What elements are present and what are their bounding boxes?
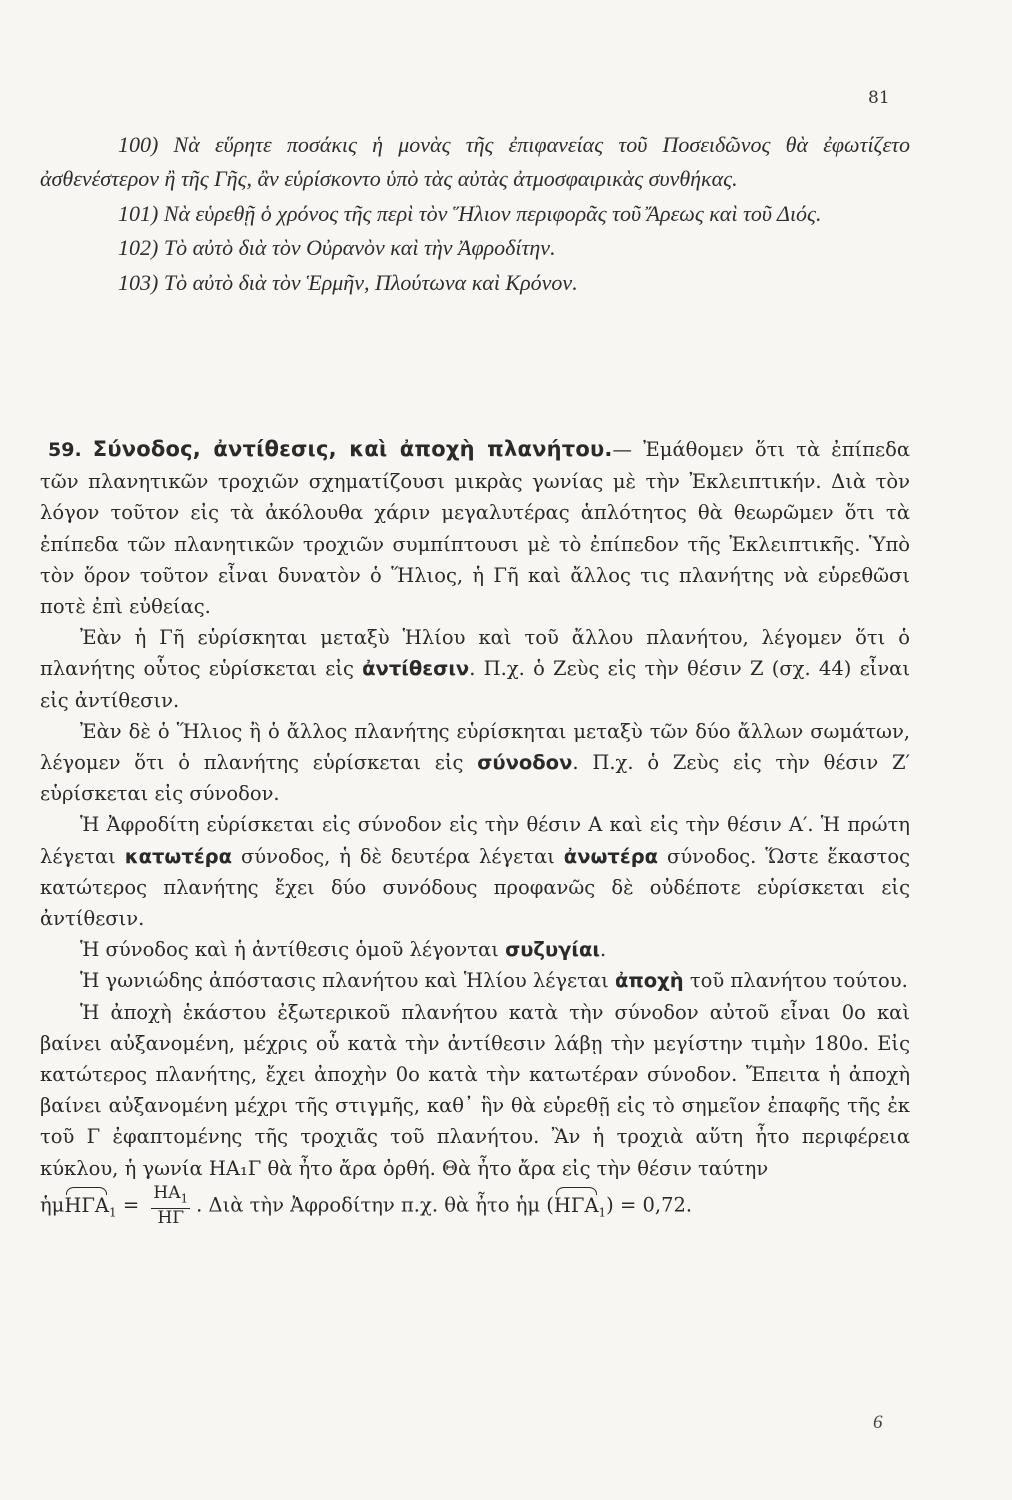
numerator-subscript: 1 bbox=[180, 1191, 189, 1206]
formula-angle-letters: ΗΓΑ bbox=[553, 1193, 599, 1217]
paragraph-text: Ἡ σύνοδος καὶ ἡ ἀντίθεσις ὁμοῦ λέγονται bbox=[80, 938, 506, 962]
paragraph-elongation bbox=[40, 965, 910, 996]
paragraph-text: τοῦ πλανήτου τούτου. bbox=[683, 969, 908, 993]
formula-angle-letters: ΗΓΑ bbox=[64, 1193, 109, 1217]
formula-text: . Διὰ τὴν Ἀφροδίτην π.χ. θὰ ἦτο ἡμ ( bbox=[196, 1193, 554, 1217]
paragraph-venus bbox=[40, 809, 910, 934]
term-opposition: ἀντίθεσιν bbox=[362, 657, 470, 681]
exercise-number: 102) bbox=[118, 235, 159, 261]
section-number: 59. bbox=[48, 439, 82, 461]
formula-equals: = bbox=[116, 1193, 146, 1217]
formula-result: ) = 0,72. bbox=[606, 1193, 693, 1217]
exercise-text: Τὸ αὐτὸ διὰ τὸν Οὐρανὸν καὶ τὴν Ἀφροδίτην. bbox=[163, 235, 556, 261]
section-intro-text: — Ἐμάθομεν ὅτι τὰ ἐπίπεδα τῶν πλανητικῶν τροχιῶν σχηματίζουσι μικρὰς γωνίας μὲ τὴν Ἐκλειπτικήν. Διὰ τὸν λόγον τοῦτον εἰς τὰ ἀκόλουθα χάριν μεγαλυτέρας ἁπλότητος θὰ θεωρῶμεν ὅτι τὰ ἐπίπεδα τῶν πλανητικῶν τροχιῶν συμπίπτουσι μὲ τὸ ἐπίπεδον τῆς Ἐκλειπτικῆς. Ὑπὸ τὸν ὅρον τοῦτον εἶναι δυνατὸν ὁ Ἥλιος, ἡ Γῆ καὶ ἄλλος τις πλανήτης νὰ εὑρεθῶσι ποτὲ ἐπὶ εὐθείας. bbox=[40, 438, 910, 619]
fraction-denominator: ΗΓ bbox=[157, 1208, 185, 1229]
paragraph-text: Ἐὰν δὲ ὁ Ἥλιος ἢ ὁ ἄλλος πλανήτης εὑρίσκηται μεταξὺ τῶν δύο ἄλλων σωμάτων, λέγομεν ὅτι ὁ πλανήτης εὑρίσκεται εἰς bbox=[40, 719, 910, 775]
formula-fraction bbox=[151, 1184, 190, 1228]
paragraph-syzygies bbox=[40, 934, 910, 965]
page-number: 81 bbox=[868, 88, 890, 108]
formula-angle bbox=[64, 1190, 109, 1221]
numerator-letters: ΗΑ bbox=[153, 1182, 181, 1203]
formula-angle-2 bbox=[554, 1190, 599, 1221]
section-title: Σύνοδος, ἀντίθεσις, καὶ ἀποχὴ πλανήτου. bbox=[92, 437, 613, 461]
exercise-number: 103) bbox=[118, 269, 159, 295]
exercise-item bbox=[40, 231, 910, 265]
exercise-text: Τὸ αὐτὸ διὰ τὸν Ἑρμῆν, Πλούτωνα καὶ Κρόνον. bbox=[163, 269, 578, 295]
formula-subscript: 1 bbox=[108, 1205, 117, 1220]
term-elongation: ἀποχὴ bbox=[614, 969, 684, 993]
fraction-numerator bbox=[151, 1184, 190, 1209]
exercise-number: 101) bbox=[118, 200, 159, 226]
paragraph-text: . bbox=[600, 938, 607, 962]
formula-sine: ἡμ bbox=[40, 1193, 65, 1217]
exercise-number: 100) bbox=[118, 132, 159, 157]
formula-subscript: 1 bbox=[598, 1205, 607, 1220]
paragraph-text: Ἐὰν ἡ Γῆ εὑρίσκηται μεταξὺ Ἡλίου καὶ τοῦ ἄλλου πλανήτου, λέγομεν ὅτι ὁ πλανήτης οὗτος εὑρίσκεται εἰς bbox=[40, 626, 910, 681]
paragraph-elongation-detail: Ἡ ἀποχὴ ἑκάστου ἐξωτερικοῦ πλανήτου κατὰ τὴν σύνοδον αὐτοῦ εἶναι 0ο καὶ βαίνει αὐξανομένη, μέχρις οὗ κατὰ τὴν ἀντίθεσιν λάβῃ τὴν μεγίστην τιμὴν 180ο. Εἰς κατώτερος πλανήτης, ἔχει ἀποχὴν 0ο κατὰ τὴν κατωτέραν σύνοδον. Ἔπειτα ἡ ἀποχὴ βαίνει αὐξανομένη μέχρι τῆς στιγμῆς, καθ᾿ ἣν θὰ εὑρεθῇ εἰς τὸ σημεῖον ἐπαφῆς τῆς ἐκ τοῦ Γ ἐφαπτομένης τῆς τροχιᾶς τοῦ πλανήτου. Ἂν ἡ τροχιὰ αὕτη ἦτο περιφέρεια κύκλου, ἡ γωνία ΗΑ₁Γ θὰ ἦτο ἄρα ὀρθή. Θὰ ἦτο ἄρα εἰς τὴν θέσιν ταύτην bbox=[40, 1000, 910, 1180]
term-syzygies: συζυγίαι bbox=[505, 938, 600, 962]
term-inferior: κατωτέρα bbox=[124, 844, 233, 868]
exercise-item bbox=[40, 128, 910, 197]
exercise-text: Νὰ εὕρητε ποσάκις ἡ μονὰς τῆς ἐπιφανείας τοῦ Ποσειδῶνος θὰ ἐφωτίζετο ἀσθενέστερον ἢ τῆς Γῆς, ἂν εὑρίσκοντο ὑπὸ τὰς αὐτὰς ἀτμοσφαιρικὰς συνθήκας. bbox=[40, 132, 910, 192]
formula-line bbox=[40, 1184, 910, 1229]
paragraph-conjunction bbox=[40, 716, 910, 810]
paragraph-text: . Π.χ. ὁ Ζεὺς εἰς τὴν θέσιν Ζ′ εὑρίσκεται εἰς σύνοδον. bbox=[40, 751, 910, 806]
exercises-list bbox=[40, 128, 910, 300]
exercise-item bbox=[40, 197, 910, 231]
section-intro-paragraph bbox=[40, 434, 910, 622]
term-superior: ἀνωτέρα bbox=[563, 844, 659, 868]
paragraph-text: Ἡ γωνιώδης ἀπόστασις πλανήτου καὶ Ἡλίου λέγεται bbox=[80, 969, 615, 993]
paragraph-text: σύνοδος, ἡ δὲ δευτέρα λέγεται bbox=[232, 844, 564, 868]
paragraph-text: Ἡ Ἀφροδίτη εὑρίσκεται εἰς σύνοδον εἰς τὴν θέσιν Α καὶ εἰς τὴν θέσιν Α′. Ἡ πρώτη λέγεται bbox=[40, 813, 910, 868]
exercise-item bbox=[40, 266, 910, 300]
paragraph-text: σύνοδος. Ὥστε ἕκαστος κατώτερος πλανήτης ἔχει δύο συνόδους προφανῶς δὲ οὐδέποτε εὑρίσκεται εἰς ἀντίθεσιν. bbox=[40, 844, 910, 931]
section-body bbox=[40, 434, 910, 1229]
sheet-marker: 6 bbox=[873, 1412, 883, 1433]
paragraph-text: . Π.χ. ὁ Ζεὺς εἰς τὴν θέσιν Ζ (σχ. 44) εἶναι εἰς ἀντίθεσιν. bbox=[40, 657, 910, 712]
exercise-text: Νὰ εὑρεθῇ ὁ χρόνος τῆς περὶ τὸν Ἥλιον περιφορᾶς τοῦ Ἄρεως καὶ τοῦ Διός. bbox=[163, 200, 822, 226]
paragraph-opposition bbox=[40, 622, 910, 716]
term-conjunction: σύνοδον bbox=[477, 751, 573, 775]
